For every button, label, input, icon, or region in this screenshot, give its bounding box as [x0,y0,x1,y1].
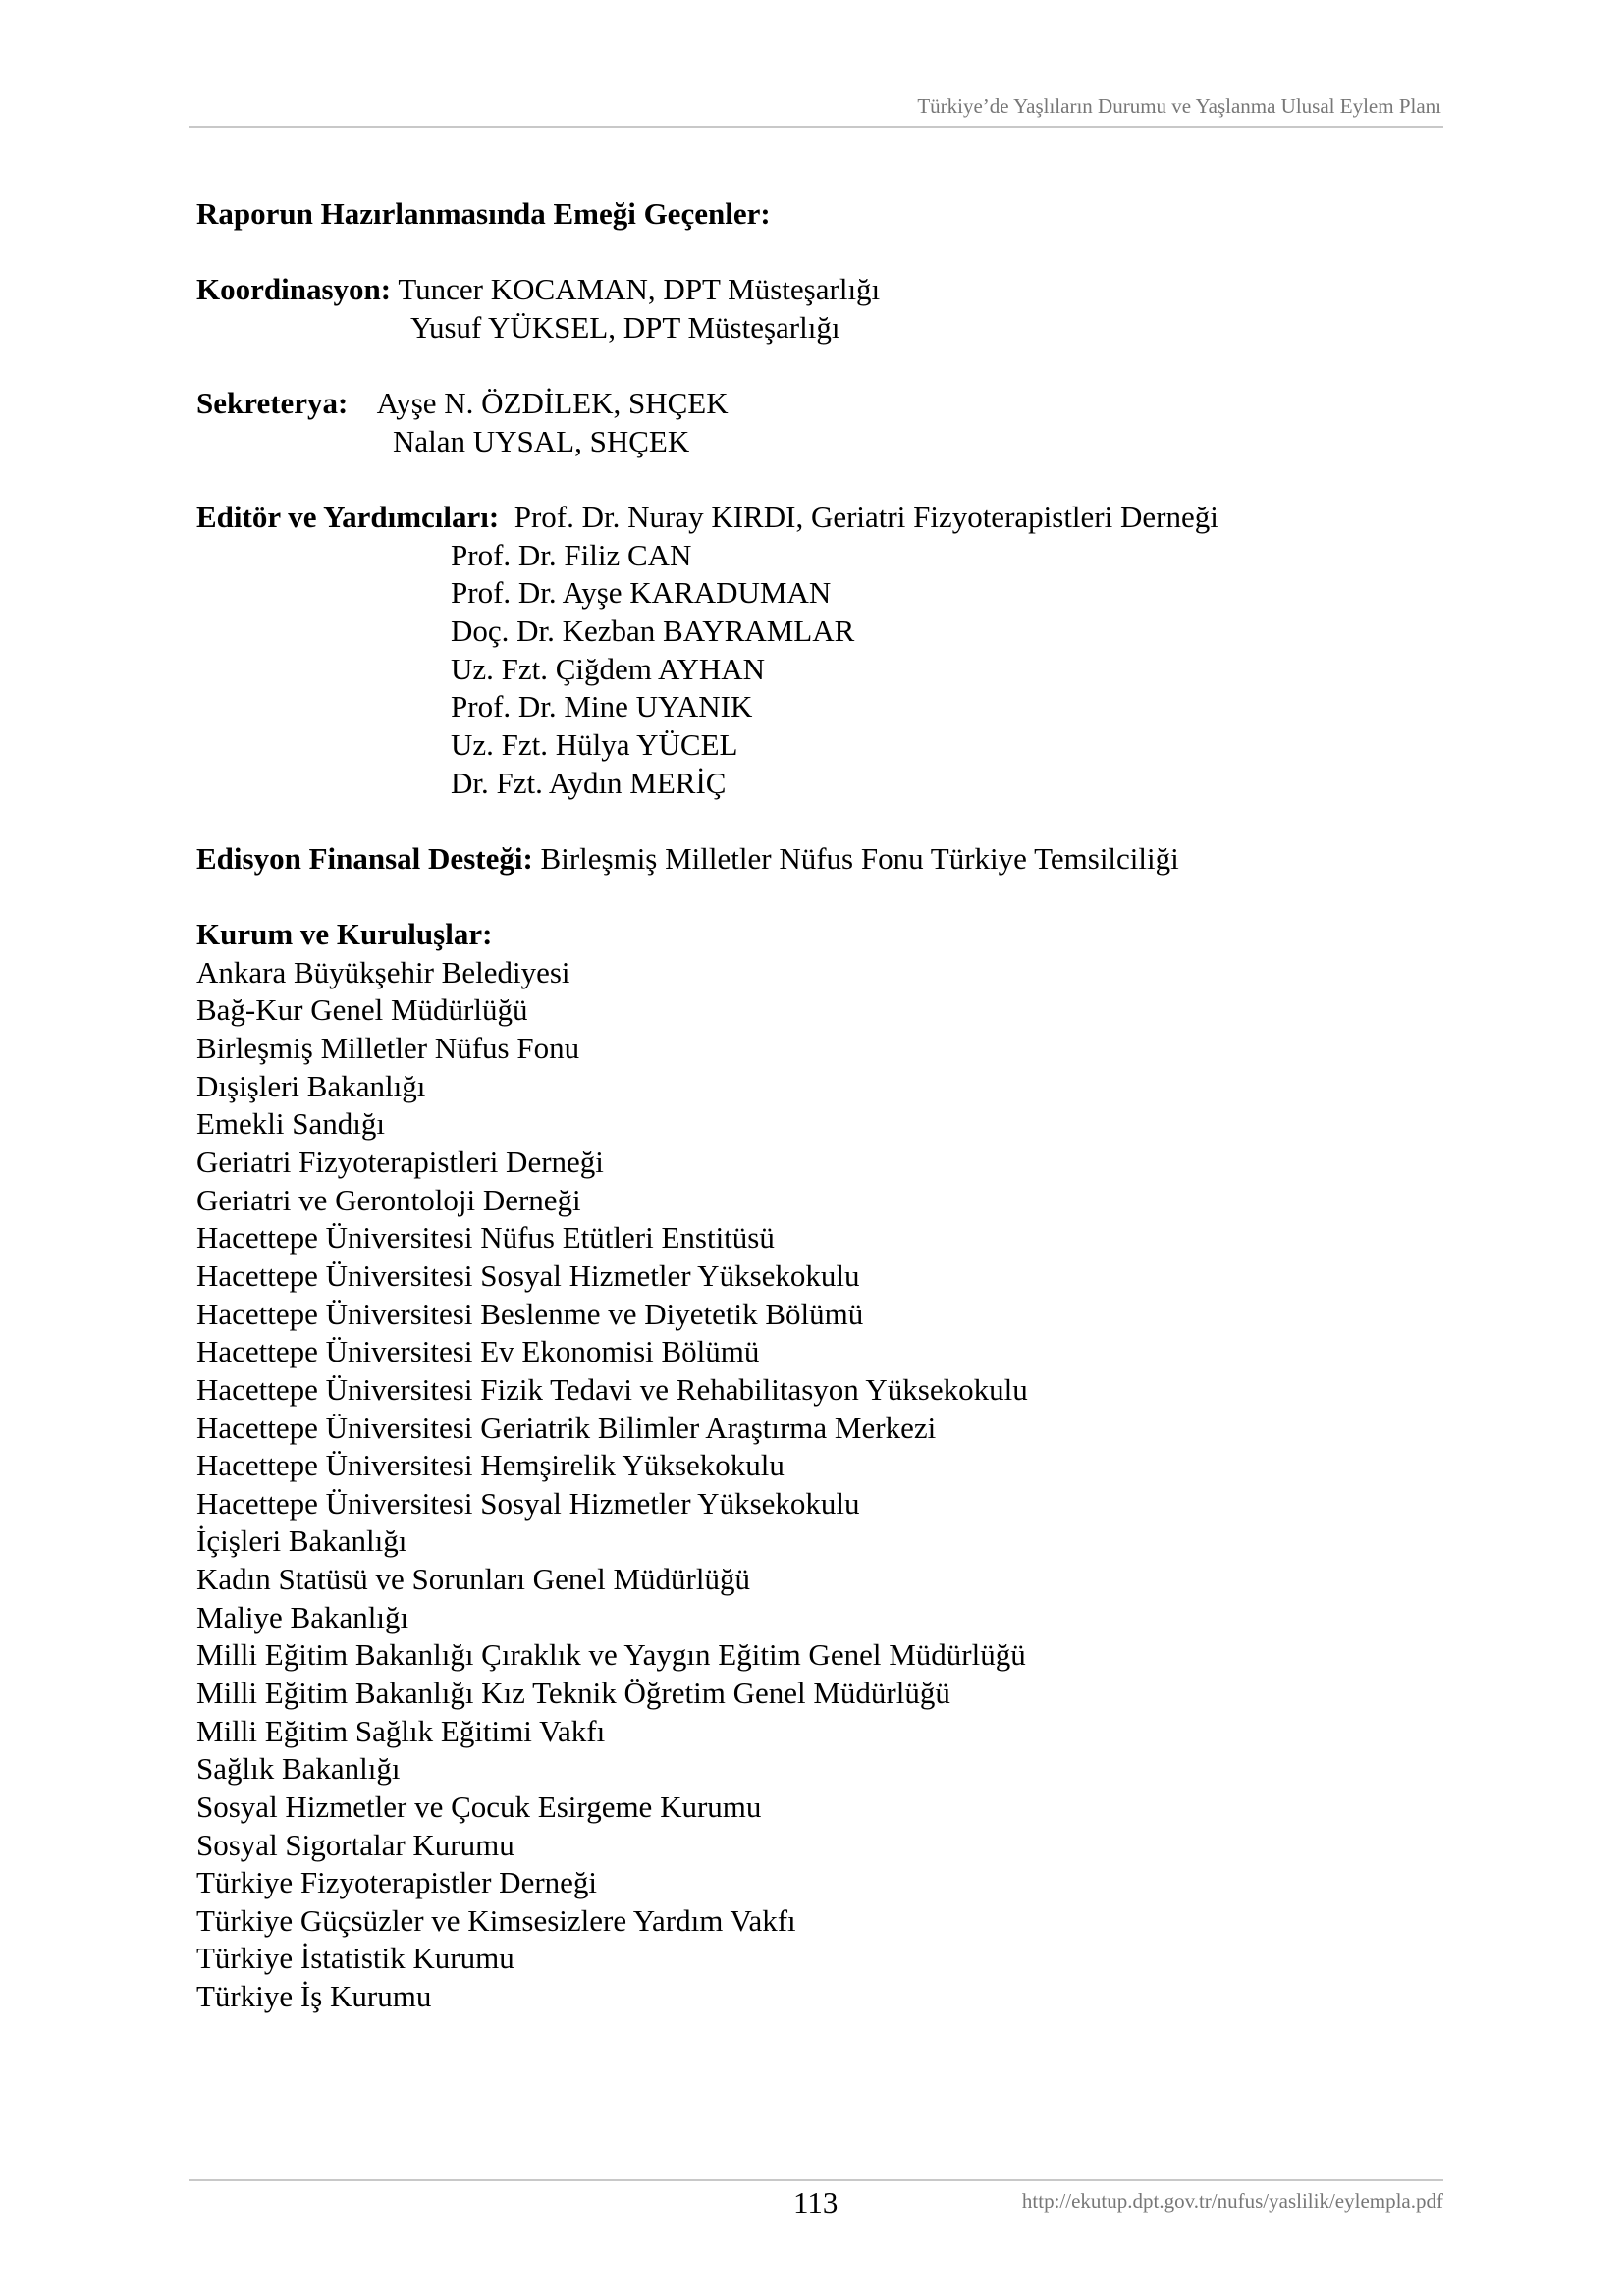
koordinasyon-row [196,271,1218,309]
list-item [196,1940,1218,1978]
editor-row [196,613,1218,651]
list-item [196,991,1218,1030]
list-item [196,1713,1218,1751]
blank-line [196,460,1218,499]
list-item [196,1485,1218,1523]
list-item [196,1750,1218,1789]
institution-name: Hacettepe Üniversitesi Nüfus Etütleri Enstitüsü [196,1220,775,1255]
institution-name: Hacettepe Üniversitesi Ev Ekonomisi Bölümü [196,1334,760,1369]
editor-name: Prof. Dr. Nuray KIRDI, Geriatri Fizyoterapistleri Derneği [514,500,1218,535]
header-rule [189,126,1443,128]
institution-name: Hacettepe Üniversitesi Sosyal Hizmetler Yüksekokulu [196,1257,860,1293]
koordinasyon-label: Koordinasyon: [196,272,392,307]
editor-name: Uz. Fzt. Hülya YÜCEL [451,726,738,762]
footer-url: http://ekutup.dpt.gov.tr/nufus/yaslilik/eylempla.pdf [1021,2189,1443,2213]
editor-name: Prof. Dr. Filiz CAN [451,537,692,572]
institution-name: Hacettepe Üniversitesi Sosyal Hizmetler Yüksekokulu [196,1485,860,1521]
list-item [196,954,1218,992]
blank-line [196,802,1218,840]
institution-name: Birleşmiş Milletler Nüfus Fonu [196,1031,580,1066]
list-item [196,1789,1218,1827]
list-item [196,1257,1218,1296]
institution-name: Türkiye Güçsüzler ve Kimsesizlere Yardım Vakfı [196,1902,796,1938]
list-item [196,1636,1218,1675]
footer-rule [189,2179,1443,2181]
page-body [196,195,1218,2016]
institution-name: Bağ-Kur Genel Müdürlüğü [196,992,528,1028]
editor-name: Uz. Fzt. Çiğdem AYHAN [451,651,766,686]
editor-row [196,499,1218,537]
list-item [196,1410,1218,1448]
editor-row [196,651,1218,689]
list-item [196,1675,1218,1713]
institution-name: Hacettepe Üniversitesi Fizik Tedavi ve Rehabilitasyon Yüksekokulu [196,1371,1028,1407]
list-item [196,1333,1218,1371]
blank-line [196,347,1218,386]
sekreterya-row [196,423,1218,461]
list-item [196,1522,1218,1561]
institution-name: Sağlık Bakanlığı [196,1751,401,1787]
editor-row [196,688,1218,726]
list-item [196,1447,1218,1485]
editor-row [196,726,1218,765]
institution-name: Hacettepe Üniversitesi Beslenme ve Diyetetik Bölümü [196,1296,864,1331]
editor-row [196,574,1218,613]
editor-name: Doç. Dr. Kezban BAYRAMLAR [451,614,855,649]
editor-name: Prof. Dr. Ayşe KARADUMAN [451,575,832,611]
kurumlar-heading-row [196,916,1218,954]
institution-name: Türkiye Fizyoterapistler Derneği [196,1865,598,1900]
institution-name: Milli Eğitim Bakanlığı Çıraklık ve Yaygın Eğitim Genel Müdürlüğü [196,1637,1026,1673]
institution-name: Milli Eğitim Bakanlığı Kız Teknik Öğretim Genel Müdürlüğü [196,1675,950,1710]
list-item [196,1827,1218,1865]
editor-name: Prof. Dr. Mine UYANIK [451,689,753,724]
editor-row [196,765,1218,803]
list-item [196,1902,1218,1941]
institution-name: Türkiye İstatistik Kurumu [196,1941,514,1976]
list-item [196,1144,1218,1182]
koordinasyon-row [196,309,1218,347]
list-item [196,1599,1218,1637]
institution-name: Milli Eğitim Sağlık Eğitimi Vakfı [196,1713,606,1748]
koordinasyon-name: Tuncer KOCAMAN, DPT Müsteşarlığı [398,272,881,307]
blank-line [196,879,1218,917]
institution-name: Kadın Statüsü ve Sorunları Genel Müdürlüğü [196,1562,750,1597]
list-item [196,1371,1218,1410]
institution-name: Hacettepe Üniversitesi Geriatrik Bilimler Araştırma Merkezi [196,1410,937,1445]
institution-name: Sosyal Hizmetler ve Çocuk Esirgeme Kurumu [196,1789,762,1824]
institution-name: Ankara Büyükşehir Belediyesi [196,954,570,989]
institution-name: Maliye Bakanlığı [196,1599,409,1634]
edisyon-text: Birleşmiş Milletler Nüfus Fonu Türkiye Temsilciliği [540,840,1179,876]
institution-name: Hacettepe Üniversitesi Hemşirelik Yüksekokulu [196,1448,785,1483]
editor-label: Editör ve Yardımcıları: [196,500,500,535]
list-item [196,1296,1218,1334]
editor-name: Dr. Fzt. Aydın MERİÇ [451,765,727,800]
page-number: 113 [793,2185,839,2219]
sekreterya-name: Ayşe N. ÖZDİLEK, SHÇEK [376,386,729,421]
list-item [196,1068,1218,1106]
sekreterya-label: Sekreterya: [196,386,349,421]
institution-name: Dışişleri Bakanlığı [196,1068,426,1103]
list-item [196,1219,1218,1257]
list-item [196,1030,1218,1068]
heading-row [196,195,1218,234]
editor-row [196,537,1218,575]
list-item [196,1864,1218,1902]
list-item [196,1182,1218,1220]
institution-name: Sosyal Sigortalar Kurumu [196,1827,514,1862]
kurumlar-label: Kurum ve Kuruluşlar: [196,917,493,952]
institution-name: Geriatri ve Gerontoloji Derneği [196,1182,581,1217]
running-header: Türkiye’de Yaşlıların Durumu ve Yaşlanma Ulusal Eylem Planı [917,94,1441,118]
blank-line [196,234,1218,272]
page-heading: Raporun Hazırlanmasında Emeği Geçenler: [196,196,771,231]
sekreterya-row [196,385,1218,423]
list-item [196,1561,1218,1599]
sekreterya-name: Nalan UYSAL, SHÇEK [393,423,690,458]
koordinasyon-name: Yusuf YÜKSEL, DPT Müsteşarlığı [410,309,840,345]
institution-name: İçişleri Bakanlığı [196,1523,407,1559]
institution-name: Türkiye İş Kurumu [196,1979,432,2014]
list-item [196,1105,1218,1144]
list-item [196,1978,1218,2016]
edisyon-row [196,840,1218,879]
edisyon-label: Edisyon Finansal Desteği: [196,840,533,876]
institution-name: Geriatri Fizyoterapistleri Derneği [196,1145,604,1180]
institution-name: Emekli Sandığı [196,1106,386,1142]
